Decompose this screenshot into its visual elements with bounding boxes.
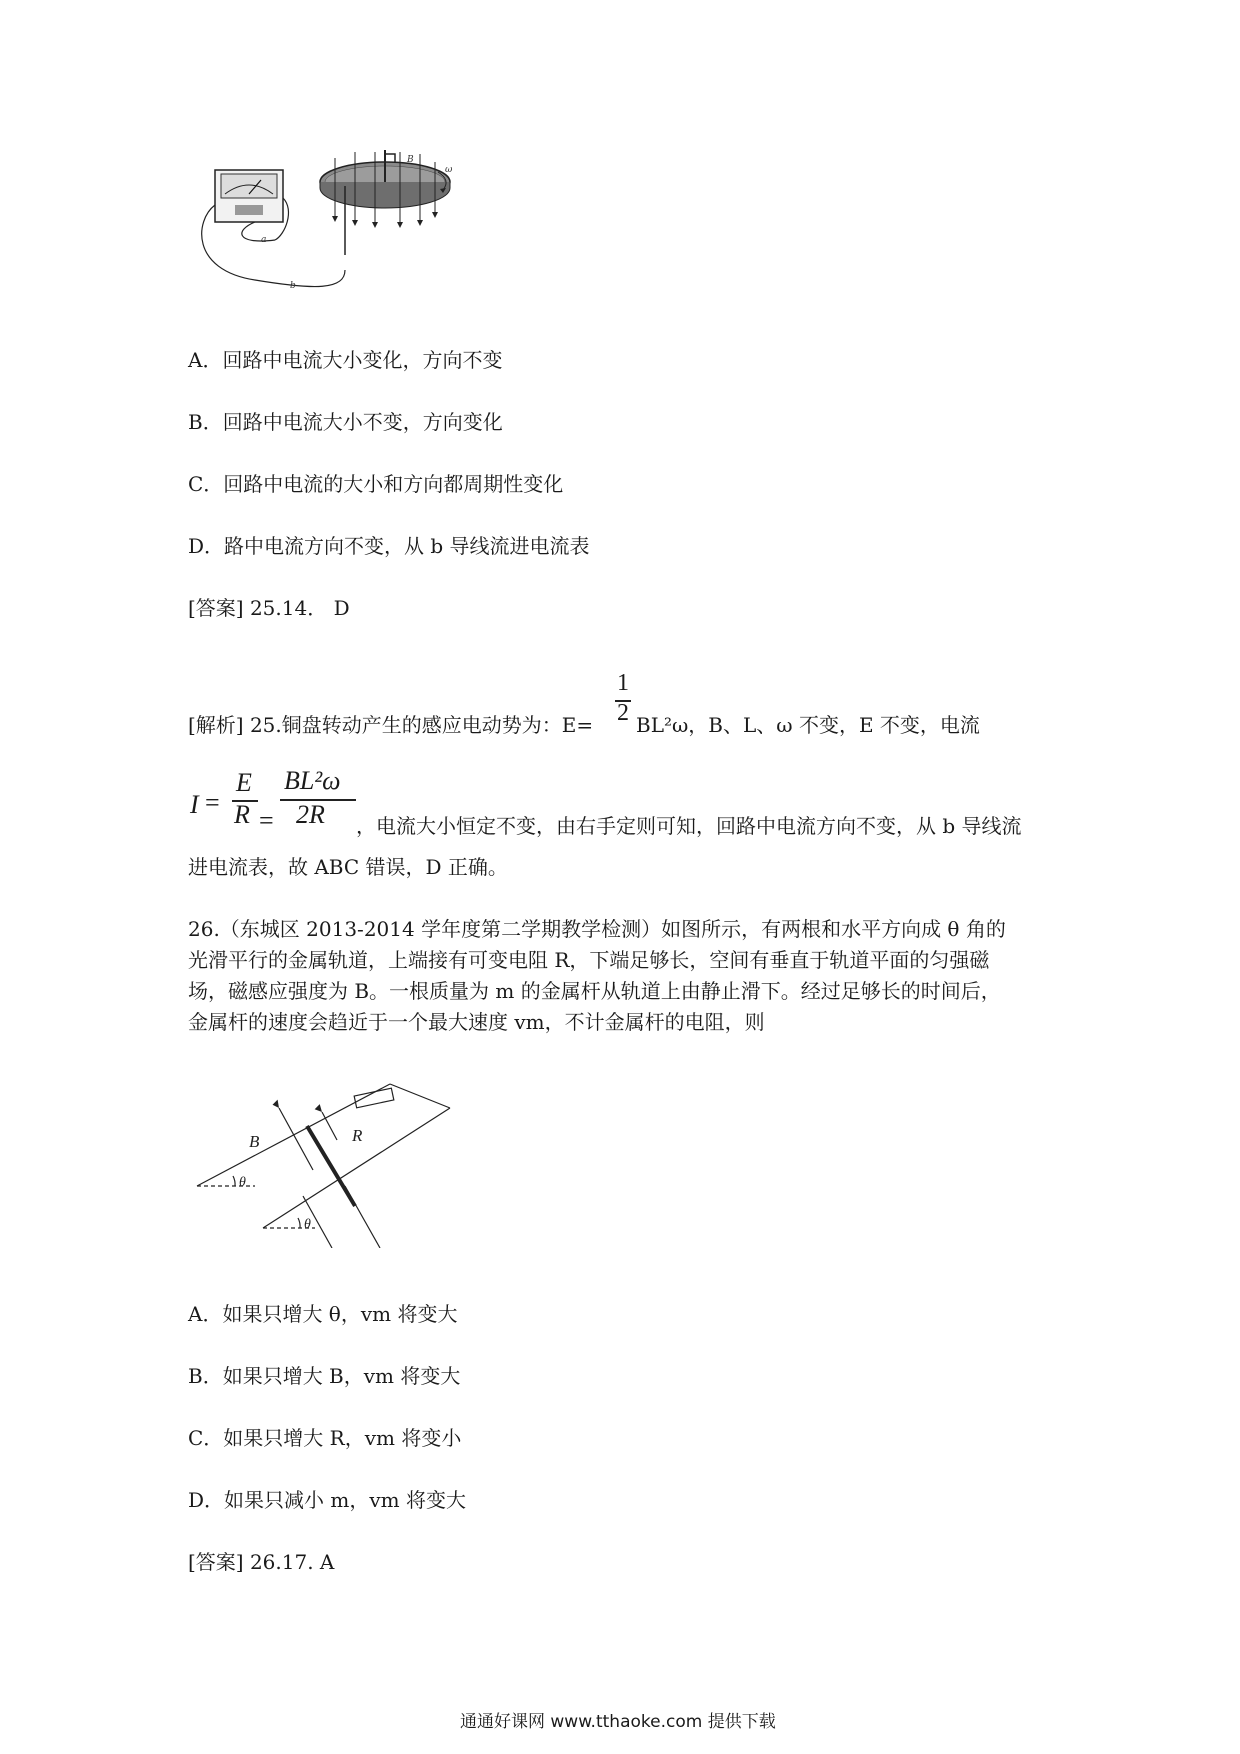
formula-R: R: [234, 800, 250, 829]
brush-label: B: [407, 155, 414, 165]
inclined-rails-figure: [195, 1078, 460, 1248]
q25-formula-tail: ，电流大小恒定不变，由右手定则可知，回路中电流方向不变，从 b 导线流: [356, 814, 1022, 838]
half-denominator: 2: [617, 700, 629, 726]
omega-label: ω: [445, 165, 453, 175]
formula-I: I: [190, 790, 199, 819]
formula-eq1: =: [205, 788, 220, 817]
field-label-B: B: [249, 1132, 260, 1151]
q26-stem-line-1: 26.（东城区 2013-2014 学年度第二学期教学检测）如图所示，有两根和水平方向成 θ 角的: [188, 917, 1006, 941]
wire-b-label: b: [290, 281, 296, 291]
formula-eq2: =: [259, 806, 274, 835]
angle-label-1: θ: [239, 1175, 246, 1190]
copper-disc-figure: [195, 150, 455, 300]
q25-analysis-prefix: [解析] 25.铜盘转动产生的感应电动势为：E=: [188, 713, 594, 737]
q26-stem-line-3: 场，磁感应强度为 B。一根质量为 m 的金属杆从轨道上由静止滑下。经过足够长的时间后，: [188, 979, 1001, 1003]
q25-option-a: A．回路中电流大小变化，方向不变: [188, 348, 503, 372]
q25-analysis-end: 进电流表，故 ABC 错误，D 正确。: [188, 855, 508, 879]
q25-answer: [答案] 25.14． D: [188, 596, 350, 620]
wire-a-label: a: [261, 235, 267, 245]
resistor-label-R: R: [352, 1126, 363, 1145]
q26-option-b: B．如果只增大 B，vm 将变大: [188, 1364, 461, 1388]
formula-E: E: [236, 768, 252, 797]
q26-option-c: C．如果只增大 R，vm 将变小: [188, 1426, 462, 1450]
q26-option-d: D．如果只减小 m，vm 将变大: [188, 1488, 466, 1512]
q26-stem-line-4: 金属杆的速度会趋近于一个最大速度 vm，不计金属杆的电阻，则: [188, 1010, 765, 1034]
q25-option-d: D．路中电流方向不变，从 b 导线流进电流表: [188, 534, 590, 558]
half-numerator: 1: [617, 670, 629, 696]
q25-option-b: B．回路中电流大小不变，方向变化: [188, 410, 503, 434]
angle-label-2: θ: [304, 1217, 311, 1232]
formula-denominator: 2R: [296, 800, 325, 829]
page-footer: 通通好课网 www.tthaoke.com 提供下载: [460, 1712, 776, 1732]
q26-stem-line-2: 光滑平行的金属轨道，上端接有可变电阻 R，下端足够长，空间有垂直于轨道平面的匀强磁: [188, 948, 990, 972]
q26-option-a: A．如果只增大 θ，vm 将变大: [188, 1302, 458, 1326]
q25-analysis-suffix: BL²ω，B、L、ω 不变，E 不变，电流: [636, 713, 980, 737]
formula-numerator: BL²ω: [284, 766, 341, 795]
q25-option-c: C．回路中电流的大小和方向都周期性变化: [188, 472, 564, 496]
q26-answer: [答案] 26.17. A: [188, 1550, 335, 1574]
